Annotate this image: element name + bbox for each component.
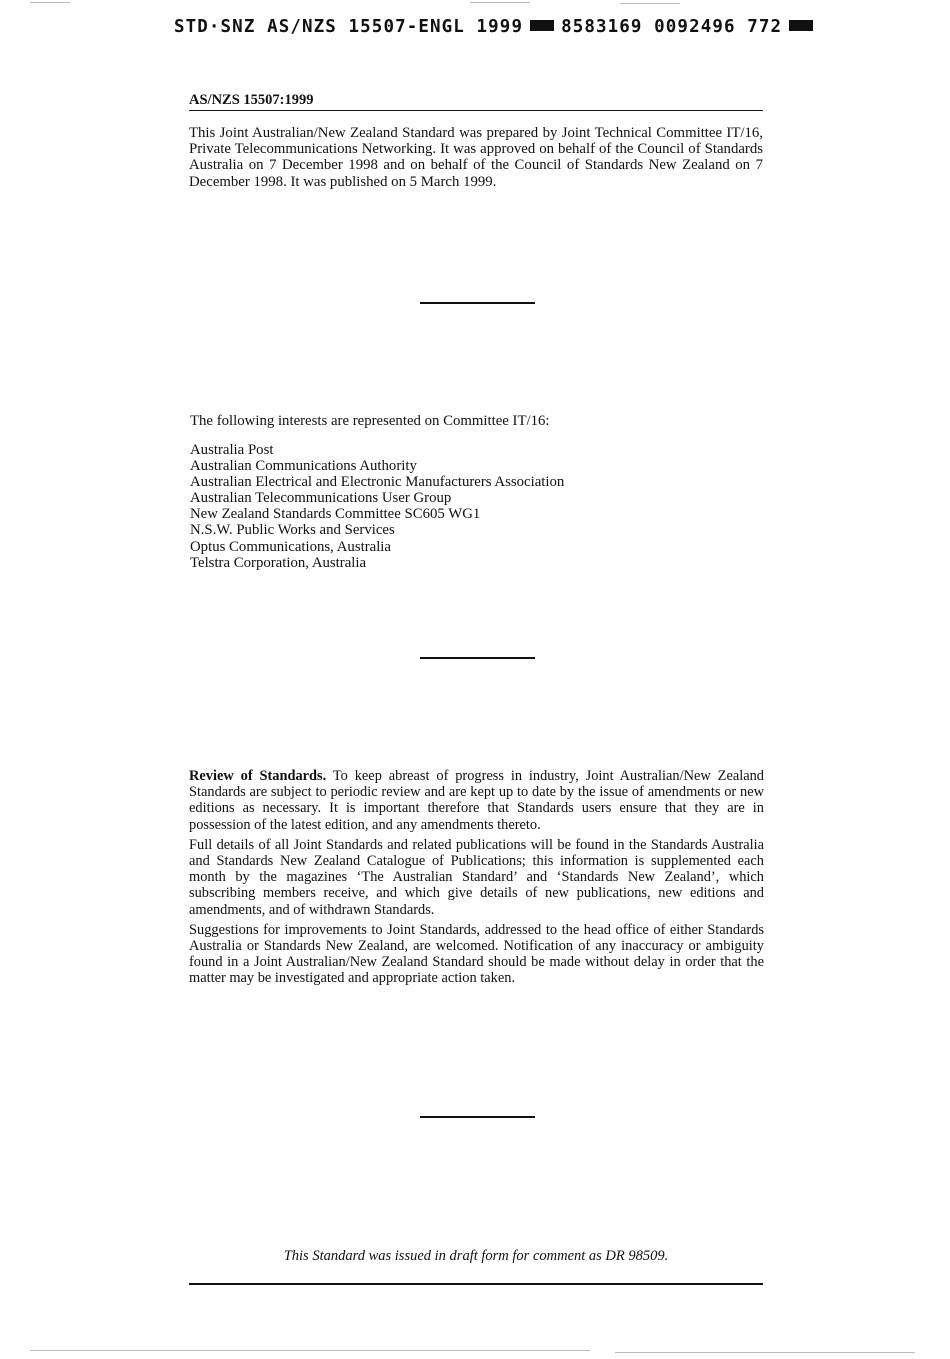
header-code-number: 8583169 0092496 772 <box>561 17 783 37</box>
list-item: Optus Communications, Australia <box>190 538 391 555</box>
scan-artifact-top-left <box>30 2 70 3</box>
list-item: Australian Telecommunications User Group <box>190 490 452 507</box>
scan-artifact-bottom-left <box>30 1350 590 1351</box>
list-item: Telstra Corporation, Australia <box>190 554 367 571</box>
header-code-text: STD·SNZ AS/NZS 15507-ENGL 1999 <box>174 17 524 37</box>
list-item: Australia Post <box>190 442 274 458</box>
review-heading: Review of Standards. <box>189 768 327 784</box>
header-block-mark-end <box>789 20 813 31</box>
list-item: New Zealand Standards Committee SC605 WG1 <box>190 506 481 523</box>
committee-member-list <box>190 442 564 571</box>
committee-intro: The following interests are represented on Committee IT/16: <box>190 413 550 429</box>
preparation-paragraph: This Joint Australian/New Zealand Standard was prepared by Joint Technical Committee IT/16, Private Telecommunications Networking. It was approved on behalf of the Council of Standards Australia on 7 December 1998 and on behalf of the Council of Standards New Zealand on 7 December 1998. It was published on 5 March 1999. <box>189 125 763 190</box>
section-divider-1 <box>420 302 535 304</box>
review-paragraph-3: Suggestions for improvements to Joint Standards, addressed to the head office of either Standards Australia or Standards New Zealand, are welcomed. Notification of any inaccuracy or ambiguity found in a Joint Australian/New Zealand Standard should be made without delay in order that the matter may be investigated and appropriate action taken. <box>189 921 764 987</box>
review-section <box>189 768 764 991</box>
list-item: Australian Electrical and Electronic Manufacturers Association <box>190 474 565 491</box>
header-block-mark <box>530 20 554 31</box>
review-paragraph-1-text: To keep abreast of progress in industry, Joint Australian/New Zealand Standards are subject to periodic review and are kept up to date by the issue of amendments or new editions as necessary. It is important therefore that Standards users ensure that they are in possession of the latest edition, and any amendments thereto. <box>189 768 764 833</box>
scan-artifact-top-mid <box>470 2 530 3</box>
scan-artifact-bottom-right <box>615 1352 915 1353</box>
header-catalog-code <box>174 17 824 37</box>
footer-rule <box>189 1283 763 1285</box>
draft-note: This Standard was issued in draft form for comment as DR 98509. <box>283 1248 669 1264</box>
list-item: Australian Communications Authority <box>190 458 417 475</box>
review-paragraph-2: Full details of all Joint Standards and related publications will be found in the Standards Australia and Standards New Zealand Catalogue of Publications; this information is supplemented each month by the magazines ‘The Australian Standard’ and ‘Standards New Zealand’, which subscribing members receive, and which give details of new publications, new editions and amendments, and of withdrawn Standards. <box>189 836 764 918</box>
section-divider-2 <box>420 657 535 659</box>
review-paragraph-1 <box>189 768 764 833</box>
document-id: AS/NZS 15507:1999 <box>189 92 763 111</box>
scan-artifact-top-right <box>620 3 680 4</box>
section-divider-3 <box>420 1116 535 1118</box>
list-item: N.S.W. Public Works and Services <box>190 522 395 539</box>
